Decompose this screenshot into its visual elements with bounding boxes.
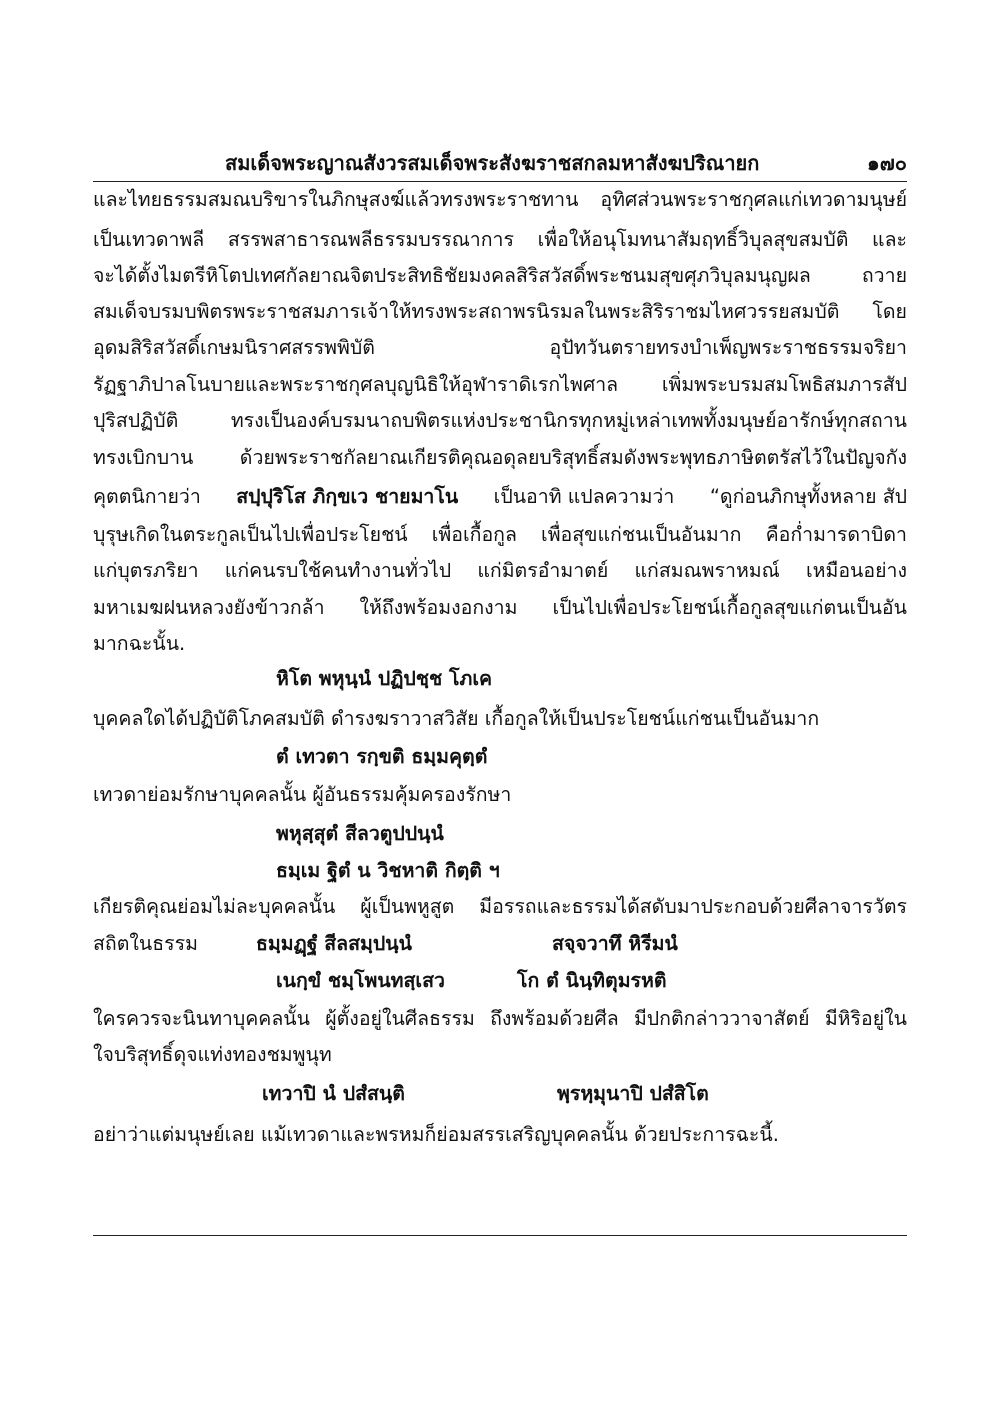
text-segment: เป็นอาทิ แปลความว่า	[493, 485, 675, 508]
pali-verse: พฺรหฺมุนาปิ ปสํสิโต	[557, 1082, 709, 1105]
pali-verse: พหุสฺสุตํ สีลวตูปปนฺนํ	[276, 822, 444, 845]
text-segment: เป็นไปเพื่อประโยชน์เกื้อกูลสุขแก่ตนเป็นอัน	[552, 596, 907, 619]
text-segment: ใครควรจะนินทาบุคคลนั้น	[93, 1007, 310, 1030]
text-segment: เพื่อเกื้อกูล	[431, 523, 517, 546]
text-segment: แก่บุตรภริยา	[93, 559, 199, 582]
translation-line: ใจบริสุทธิ์ดุจแท่งทองชมพูนุท	[93, 1043, 332, 1066]
text-segment: รัฏฐาภิปาลโนบายและพระราชกุศลบุญนิธิให้อุฬาราดิเรกไพศาล	[93, 373, 619, 396]
paragraph-line	[93, 594, 907, 622]
paragraph-line	[93, 226, 907, 254]
text-segment: เพื่อให้อนุโมทนาสัมฤทธิ์วิบุลสุขสมบัติ	[537, 228, 849, 251]
text-segment: โดย	[872, 300, 907, 323]
pali-verse: ธมฺมฏฺฐํ สีลสมฺปนฺนํ	[256, 932, 412, 955]
text-segment: อุทิศส่วนพระราชกุศลแก่เทวดามนุษย์	[600, 188, 907, 211]
text-segment: ถึงพร้อมด้วยศีล	[490, 1007, 619, 1030]
text-segment: แก่สมณพราหมณ์	[634, 559, 780, 582]
paragraph-line	[93, 483, 907, 511]
text-segment: สถิตในธรรม	[93, 932, 198, 955]
paragraph-line	[93, 557, 907, 585]
text-segment: ผู้ตั้งอยู่ในศีลธรรม	[325, 1007, 475, 1030]
running-header	[93, 145, 907, 179]
text-segment: คือก่ำมารดาบิดา	[765, 523, 907, 546]
text-segment: เพื่อสุขแก่ชนเป็นอันมาก	[541, 523, 742, 546]
page-number: ๑๗๐	[867, 151, 907, 175]
pali-verse: ตํ เทวตา รกฺขติ ธมฺมคุตฺตํ	[276, 745, 488, 768]
text-segment: ให้ถึงพร้อมงอกงาม	[359, 596, 518, 619]
paragraph-line	[93, 298, 907, 326]
text-segment: อุปัทวันตรายทรงบำเพ็ญพระราชธรรมจริยา	[549, 336, 907, 359]
text-segment: “ดูก่อนภิกษุทั้งหลาย สัป	[709, 485, 907, 508]
paragraph-line	[93, 334, 907, 362]
text-segment: บุรุษเกิดในตระกูลเป็นไปเพื่อประโยชน์	[93, 523, 408, 546]
text-segment: ถวาย	[861, 264, 907, 287]
paragraph-line	[93, 521, 907, 549]
text-segment: ทรงเป็นองค์บรมนาถบพิตรแห่งประชานิกรทุกหมู่เหล่าเทพทั้งมนุษย์อารักษ์ทุกสถาน	[230, 409, 907, 432]
text-segment: มีหิริอยู่ใน	[824, 1007, 907, 1030]
text-segment: เป็นเทวดาพลี	[93, 228, 205, 251]
translation-line	[93, 930, 907, 958]
paragraph-line	[93, 630, 907, 658]
text-segment: คุตตนิกายว่า	[93, 485, 201, 508]
paragraph-line	[93, 444, 907, 472]
text-segment: ทรงเบิกบาน	[93, 446, 194, 469]
text-segment: เกียรติคุณย่อมไม่ละบุคคลนั้น	[93, 895, 336, 918]
text-segment: และ	[872, 228, 907, 251]
header-title: สมเด็จพระญาณสังวรสมเด็จพระสังฆราชสกลมหาสังฆปริณายก	[225, 151, 760, 175]
text-segment: แก่มิตรอำมาตย์	[477, 559, 609, 582]
translation-line: อย่าว่าแต่มนุษย์เลย แม้เทวดาและพรหมก็ย่อมสรรเสริญบุคคลนั้น ด้วยประการฉะนี้.	[93, 1123, 779, 1146]
text-segment: ด้วยพระราชกัลยาณเกียรติคุณอดุลยบริสุทธิ์สมดังพระพุทธภาษิตตรัสไว้ในปัญจกัง	[239, 446, 907, 469]
paragraph-line	[93, 186, 907, 214]
pali-verse: โก ตํ นินฺทิตุมรหติ	[517, 969, 667, 992]
translation-line	[93, 893, 907, 921]
text-segment: เหมือนอย่าง	[805, 559, 907, 582]
text-segment: มากฉะนั้น.	[93, 632, 186, 655]
pali-quote: สปฺปุริโส ภิกฺขเว ชายมาโน	[236, 485, 459, 508]
paragraph-line	[93, 262, 907, 290]
text-segment: ปุริสปฏิบัติ	[93, 409, 179, 432]
paragraph-line	[93, 407, 907, 435]
text-segment: ผู้เป็นพหูสูต	[360, 895, 455, 918]
pali-verse: เทวาปิ นํ ปสํสนฺติ	[262, 1082, 405, 1105]
text-segment: แก่คนรบใช้คนทำงานทั่วไป	[224, 559, 452, 582]
text-segment: อุดมสิริสวัสดิ์เกษมนิราศสรรพพิบัติ	[93, 336, 375, 359]
pali-verse: สจฺจวาทึ หิรีมนํ	[552, 932, 678, 955]
text-segment: สรรพสาธารณพลีธรรมบรรณาการ	[227, 228, 514, 251]
text-segment: และไทยธรรมสมณบริขารในภิกษุสงฆ์แล้วทรงพระราชทาน	[93, 188, 579, 211]
text-segment: เพิ่มพระบรมสมโพธิสมภารสัป	[661, 373, 907, 396]
pali-verse: เนกฺขํ ชมฺโพนทสฺเสว	[276, 969, 445, 992]
text-segment: มหาเมฆฝนหลวงยังข้าวกล้า	[93, 596, 325, 619]
translation-line	[93, 1005, 907, 1033]
text-segment: จะได้ตั้งไมตรีหิโตปเทศกัลยาณจิตประสิทธิชัยมงคลสิริสวัสดิ์พระชนมสุขศุภวิบุลมนุญผล	[93, 264, 811, 287]
pali-verse: ธมฺเม ฐิตํ น วิชหาติ กิตฺติ ฯ	[276, 859, 500, 882]
paragraph-line	[93, 371, 907, 399]
text-segment: มีอรรถและธรรมได้สดับมาประกอบด้วยศีลาจารวัตร	[479, 895, 907, 918]
header-rule	[93, 181, 907, 182]
pali-verse: หิโต พหุนฺนํ ปฏิปชฺช โภเค	[276, 667, 493, 690]
text-segment: มีปกติกล่าววาจาสัตย์	[633, 1007, 810, 1030]
translation-line: บุคคลใดได้ปฏิบัติโภคสมบัติ ดำรงฆราวาสวิสัย เกื้อกูลให้เป็นประโยชน์แก่ชนเป็นอันมาก	[93, 707, 820, 730]
footer-rule	[93, 1235, 907, 1236]
translation-line: เทวดาย่อมรักษาบุคคลนั้น ผู้อันธรรมคุ้มครองรักษา	[93, 783, 512, 806]
text-segment: สมเด็จบรมบพิตรพระราชสมภารเจ้าให้ทรงพระสถาพรนิรมลในพระสิริราชมไหศวรรยสมบัติ	[93, 300, 840, 323]
